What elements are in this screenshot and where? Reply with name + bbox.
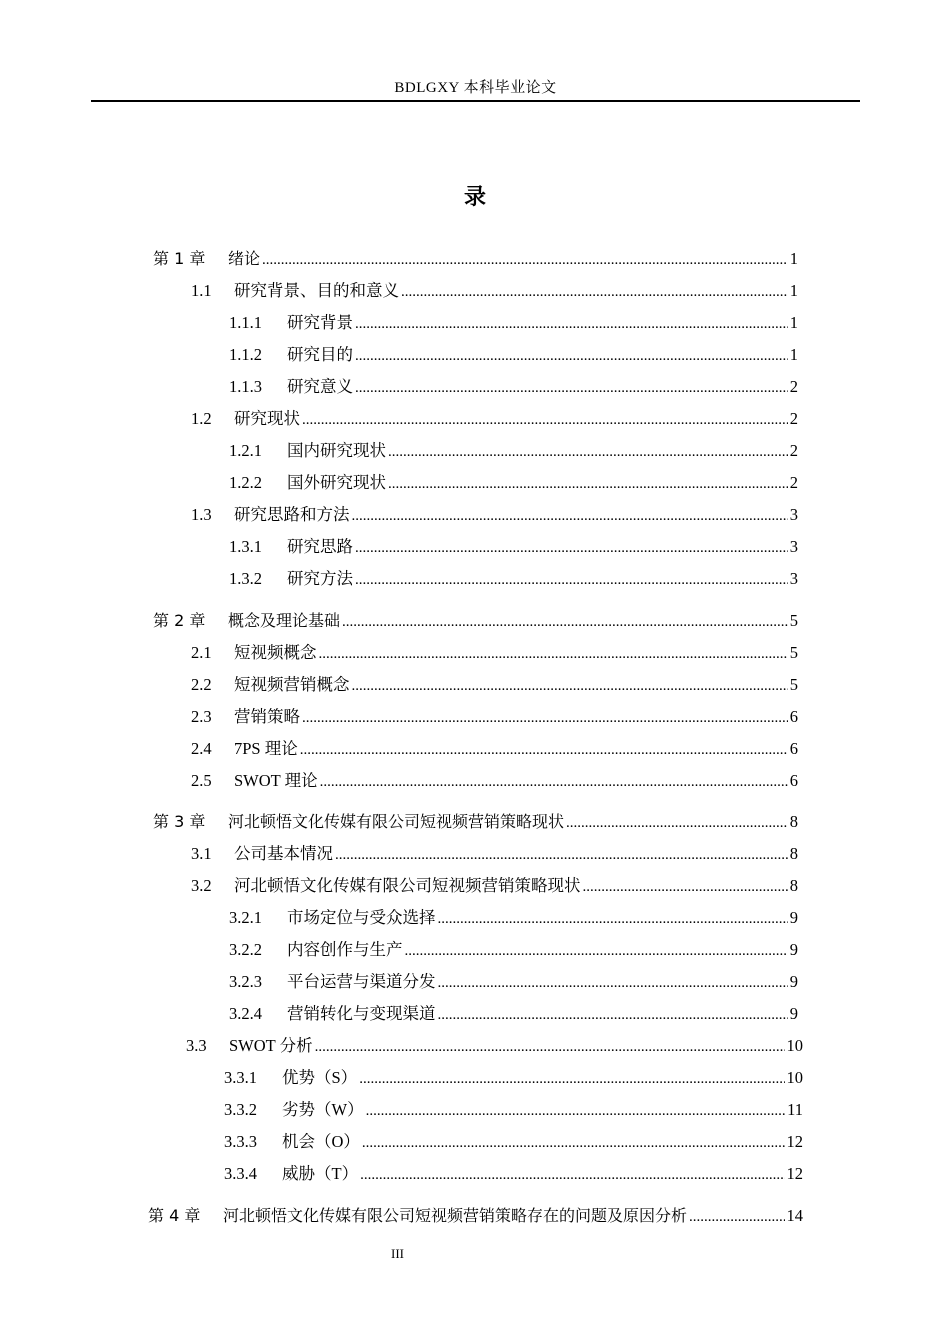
toc-entry-title: 研究思路 [287,537,353,556]
toc-dot-leader [355,569,788,591]
toc-dot-leader [335,844,788,866]
toc-entry[interactable] [191,875,798,897]
toc-entry-number: 3.2.2 [229,940,262,959]
toc-entry-title: 机会（O） [282,1132,360,1151]
toc-dot-leader [438,1004,788,1026]
toc-dot-leader [302,707,788,729]
toc-entry-page: 5 [789,611,798,630]
toc-entry-page: 10 [786,1068,803,1087]
toc-entry[interactable] [191,280,798,302]
toc-entry-title: 平台运营与渠道分发 [287,972,436,991]
toc-entry-page: 2 [789,441,798,460]
toc-entry-title: 劣势（W） [282,1100,364,1119]
toc-dot-leader [352,675,788,697]
toc-entry-page: 2 [789,377,798,396]
toc-entry-page: 9 [789,940,798,959]
toc-entry[interactable] [224,1099,803,1121]
toc-entry[interactable] [191,504,798,526]
toc-entry-title: 绪论 [228,249,261,268]
toc-entry[interactable] [191,674,798,696]
toc-entry-number: 3.2.4 [229,1004,262,1023]
toc-entry[interactable] [224,1067,803,1089]
toc-dot-leader [315,1036,785,1058]
running-header: BDLGXY 本科毕业论文 [394,80,557,96]
toc-entry-page: 9 [789,1004,798,1023]
toc-entry[interactable] [229,971,798,993]
toc-entry-number: 3.2.3 [229,972,262,991]
toc-entry[interactable] [153,248,798,270]
toc-dot-leader [362,1132,785,1154]
toc-entry-number: 3.3.3 [224,1132,257,1151]
toc-entry-page: 9 [789,908,798,927]
toc-entry-title: 河北顿悟文化传媒有限公司短视频营销策略现状 [234,876,581,895]
toc-entry-page: 1 [789,281,798,300]
toc-dot-leader [401,281,788,303]
toc-entry-title: 研究现状 [234,409,300,428]
toc-entry-number: 1.3.1 [229,537,262,556]
toc-entry-number: 1.3.2 [229,569,262,588]
toc-dot-leader [302,409,788,431]
toc-dot-leader [438,972,788,994]
toc-dot-leader [405,940,788,962]
toc-entry-title: 研究目的 [287,345,353,364]
toc-entry-page: 3 [789,537,798,556]
toc-entry-number: 2.4 [191,739,212,758]
toc-entry-number: 2.3 [191,707,212,726]
toc-entry-title: 市场定位与受众选择 [287,908,436,927]
toc-title: 录 [463,184,486,209]
toc-dot-leader [689,1206,784,1228]
toc-entry-page: 9 [789,972,798,991]
toc-entry[interactable] [153,610,798,632]
toc-entry-number: 3.1 [191,844,212,863]
toc-entry-number: 1.1.2 [229,345,262,364]
toc-entry[interactable] [229,312,798,334]
toc-entry[interactable] [229,1003,798,1025]
toc-entry-number: 2.2 [191,675,212,694]
toc-entry-page: 1 [789,249,798,268]
toc-entry-title: 研究思路和方法 [234,505,350,524]
toc-entry-title: 优势（S） [282,1068,358,1087]
toc-entry-number: 1.3 [191,505,212,524]
toc-entry[interactable] [191,642,798,664]
toc-entry[interactable] [148,1205,803,1227]
toc-entry-number: 3.3 [186,1036,207,1055]
toc-entry[interactable] [229,376,798,398]
toc-entry-number: 第 4 章 [148,1206,201,1225]
toc-entry[interactable] [153,811,798,833]
toc-entry-title: SWOT 分析 [229,1036,313,1055]
toc-entry-page: 8 [789,844,798,863]
toc-entry[interactable] [191,843,798,865]
toc-entry[interactable] [229,440,798,462]
toc-entry[interactable] [191,738,798,760]
toc-entry-title: 威胁（T） [282,1164,359,1183]
toc-entry-title: 研究背景 [287,313,353,332]
toc-entry[interactable] [229,939,798,961]
toc-entry[interactable] [191,706,798,728]
toc-entry-title: 河北顿悟文化传媒有限公司短视频营销策略现状 [228,812,565,831]
toc-entry[interactable] [191,770,798,792]
toc-entry-number: 3.3.4 [224,1164,257,1183]
toc-dot-leader [360,1164,784,1186]
toc-entry-number: 3.3.2 [224,1100,257,1119]
toc-dot-leader [355,313,788,335]
toc-entry-page: 8 [789,876,798,895]
toc-dot-leader [320,771,788,793]
toc-entry[interactable] [191,408,798,430]
toc-entry-number: 第 1 章 [153,249,206,268]
toc-entry-page: 1 [789,345,798,364]
toc-entry-page: 3 [789,505,798,524]
toc-dot-leader [355,345,788,367]
toc-entry-title: 短视频概念 [234,643,317,662]
toc-entry-title: 内容创作与生产 [287,940,403,959]
toc-entry-title: 营销策略 [234,707,300,726]
toc-entry-page: 14 [786,1206,803,1225]
toc-dot-leader [262,249,788,271]
toc-entry-page: 12 [786,1132,803,1151]
toc-entry-title: 营销转化与变现渠道 [287,1004,436,1023]
toc-dot-leader [583,876,788,898]
toc-entry-page: 5 [789,675,798,694]
toc-entry[interactable] [186,1035,803,1057]
toc-entry-page: 6 [789,707,798,726]
toc-entry-number: 2.5 [191,771,212,790]
toc-entry-page: 10 [786,1036,803,1055]
toc-entry-page: 6 [789,739,798,758]
toc-entry[interactable] [224,1163,803,1185]
toc-entry-page: 2 [789,409,798,428]
toc-entry-title: 国外研究现状 [287,473,386,492]
toc-entry-number: 3.2 [191,876,212,895]
toc-entry-title: 7PS 理论 [234,739,298,758]
toc-entry-title: 研究背景、目的和意义 [234,281,399,300]
toc-entry-page: 2 [789,473,798,492]
toc-entry-title: SWOT 理论 [234,771,318,790]
page-number: III [391,1246,404,1261]
toc-entry[interactable] [229,536,798,558]
toc-entry-page: 1 [789,313,798,332]
toc-entry[interactable] [229,907,798,929]
toc-entry[interactable] [229,472,798,494]
toc-dot-leader [388,473,788,495]
toc-entry-number: 1.1.1 [229,313,262,332]
toc-entry-title: 河北顿悟文化传媒有限公司短视频营销策略存在的问题及原因分析 [223,1206,688,1225]
toc-entry-title: 公司基本情况 [234,844,333,863]
toc-dot-leader [342,611,788,633]
toc-entry[interactable] [229,344,798,366]
toc-entry-number: 1.1.3 [229,377,262,396]
toc-entry-page: 3 [789,569,798,588]
toc-dot-leader [300,739,788,761]
toc-entry-number: 1.2.1 [229,441,262,460]
toc-entry-number: 1.2.2 [229,473,262,492]
toc-entry-number: 2.1 [191,643,212,662]
toc-entry-title: 概念及理论基础 [228,611,341,630]
toc-dot-leader [359,1068,784,1090]
toc-entry[interactable] [229,568,798,590]
toc-entry-page: 12 [786,1164,803,1183]
toc-dot-leader [319,643,788,665]
toc-dot-leader [366,1100,786,1122]
toc-entry-number: 3.3.1 [224,1068,257,1087]
toc-entry-number: 第 2 章 [153,611,206,630]
toc-entry-title: 研究意义 [287,377,353,396]
toc-entry-number: 第 3 章 [153,812,206,831]
toc-entry[interactable] [224,1131,803,1153]
toc-entry-page: 6 [789,771,798,790]
toc-entry-number: 1.1 [191,281,212,300]
toc-dot-leader [388,441,788,463]
toc-dot-leader [352,505,788,527]
toc-entry-title: 短视频营销概念 [234,675,350,694]
toc-entry-page: 11 [787,1100,803,1119]
toc-entry-page: 5 [789,643,798,662]
toc-entry-number: 1.2 [191,409,212,428]
toc-dot-leader [355,537,788,559]
toc-entry-title: 国内研究现状 [287,441,386,460]
toc-entry-title: 研究方法 [287,569,353,588]
toc-dot-leader [438,908,788,930]
toc-dot-leader [566,812,788,834]
toc-entry-page: 8 [789,812,798,831]
toc-entry-number: 3.2.1 [229,908,262,927]
toc-dot-leader [355,377,788,399]
